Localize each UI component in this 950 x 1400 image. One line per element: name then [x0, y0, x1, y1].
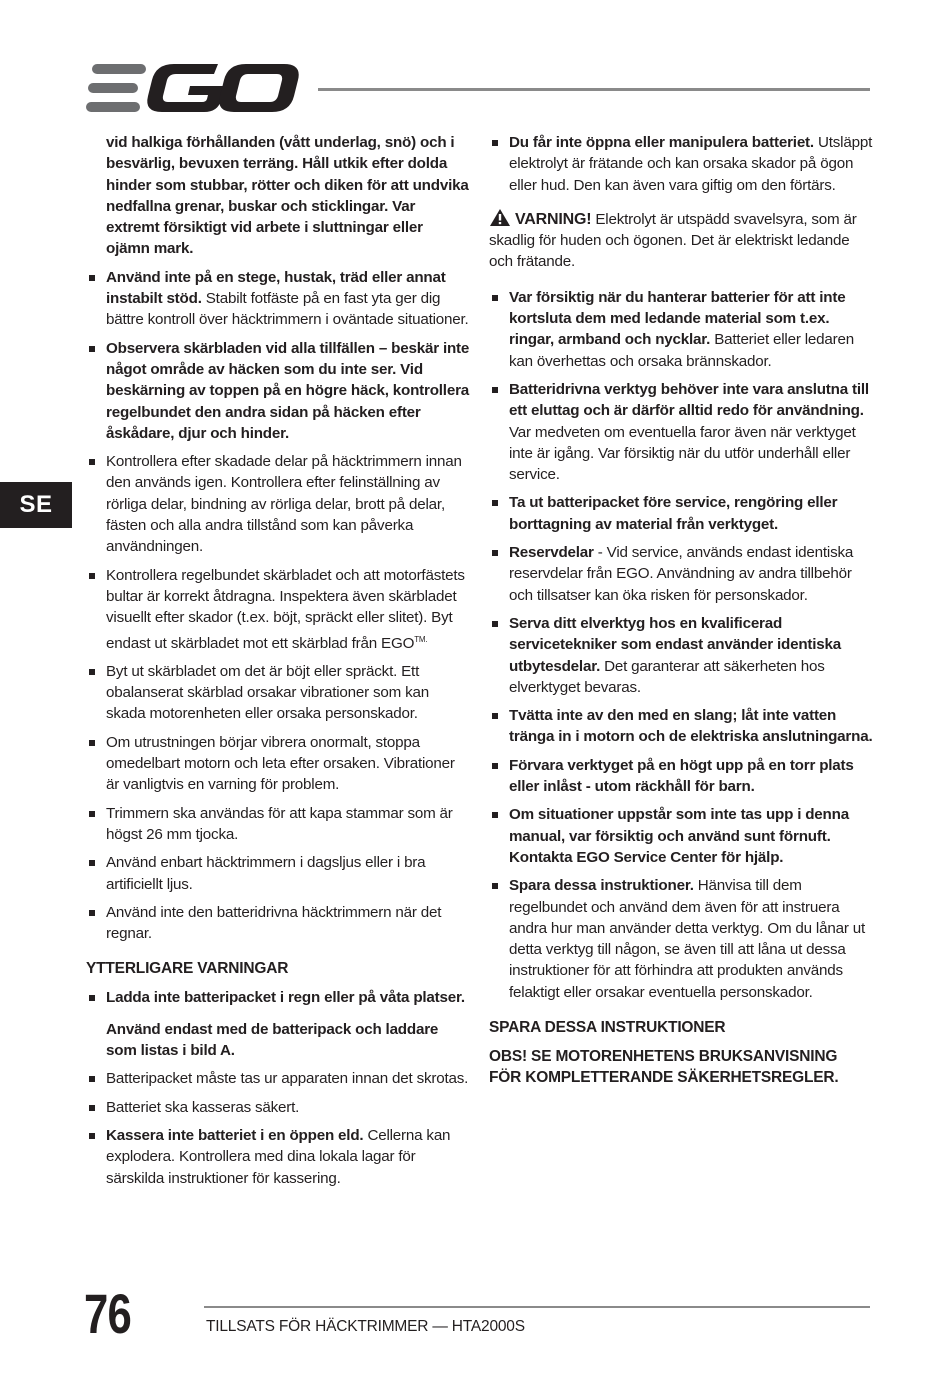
sub-paragraph: Använd endast med de batteripack och laddare som listas i bild A. — [106, 1020, 439, 1060]
list-item: Använd inte på en stege, hustak, träd eller annat instabilt stöd. Stabilt fotfäste på en fast yta ger dig bättre kontroll över häcktrimmern i oväntade situationer. — [86, 267, 470, 331]
list-item: Ta ut batteripacket före service, rengöring eller borttagning av material från verktyget. — [489, 492, 873, 535]
warning-icon — [489, 208, 511, 227]
trademark-sup: TM. — [414, 634, 428, 644]
list-item: Använd inte den batteridrivna häcktrimmern när det regnar. — [86, 902, 470, 945]
list-item: Byt ut skärbladet om det är böjt eller spräckt. Ett obalanserat skärblad orsakar vibrationer som kan skada motorenheten eller orsaka personskador. — [86, 661, 470, 725]
list-item: Reservdelar - Vid service, används endast identiska reservdelar från EGO. Användning av andra tillbehör och tillsatser kan öka risken för personskador. — [489, 542, 873, 606]
right-column — [489, 132, 873, 1096]
page-number: 76 — [84, 1282, 132, 1345]
list-item: Batteridrivna verktyg behöver inte vara anslutna till ett eluttag och är därför alltid redo för användning. Var medveten om eventuella faror även när verktyget inte är igång. Var försiktig när du utför underhåll eller service. — [489, 379, 873, 485]
list-item: Använd enbart häcktrimmern i dagsljus eller i bra artificiellt ljus. — [86, 852, 470, 895]
ego-logo — [86, 62, 300, 114]
list-item: Batteripacket måste tas ur apparaten innan det skrotas. — [86, 1068, 470, 1089]
list-item: Var försiktig när du hanterar batterier för att inte kortsluta dem med ledande material som t.ex. ringar, armband och nycklar. Batteriet eller ledaren kan överhettas och orsaka brännskador. — [489, 287, 873, 372]
footer-rule — [204, 1306, 870, 1308]
list-item: Tvätta inte av den med en slang; låt inte vatten tränga in i motorn och de elektriska anslutningarna. — [489, 705, 873, 748]
header-rule — [318, 88, 870, 91]
list-item: Om situationer uppstår som inte tas upp i denna manual, var försiktig och använd sunt förnuft. Kontakta EGO Service Center för hjälp. — [489, 804, 873, 868]
intro-paragraph: vid halkiga förhållanden (vått underlag, snö) och i besvärlig, bevuxen terräng. Håll utkik efter dolda hinder som stubbar, rötter och diken för att undvika nedfallna grenar, buskar och sticklingar. Var extremt försiktigt vid arbete i sluttningar eller ojämn mark. — [106, 134, 469, 258]
list-item: Spara dessa instruktioner. Hänvisa till dem regelbundet och använd dem även för att instruera andra hur man använder detta verktyg. Om du lånar ut detta verktyg till någon, se även till att låna ut dessa instruktioner för att förhindra att produkten används felaktigt eller orsakar eventuella personskador. — [489, 875, 873, 1003]
list-item: Förvara verktyget på en högt upp på en torr plats eller inlåst - utom räckhåll för barn. — [489, 755, 873, 798]
list-item: Kontrollera regelbundet skärbladet och att motorfästets bultar är korrekt åtdragna. Inspektera även skärbladet visuellt efter skador (t.ex. böjt, spräckt eller slitet). Byt endast ut skärbladet mot ett skärblad från $EGO^{TM.}$ — [86, 565, 470, 654]
note-heading: OBS! SE MOTORENHETENS BRUKSANVISNING FÖR KOMPLETTERANDE SÄKERHETSREGLER. — [489, 1047, 839, 1086]
warning-label: VARNING! — [515, 210, 592, 228]
list-item: Serva ditt elverktyg hos en kvalificerad servicetekniker som endast använder identiska utbytesdelar. Det garanterar att säkerheten hos elverktyget bevaras. — [489, 613, 873, 698]
list-item: Kassera inte batteriet i en öppen eld. Cellerna kan explodera. Kontrollera med dina lokala lagar för särskilda instruktioner för kassering. — [86, 1125, 470, 1189]
footer-title: TILLSATS FÖR HÄCKTRIMMER — HTA2000S — [206, 1318, 525, 1335]
list-item: Om utrustningen börjar vibrera onormalt, stoppa omedelbart motorn och leta efter orsaken. Vibrationer är vanligtvis en varning för problem. — [86, 732, 470, 796]
language-tab: SE — [0, 482, 72, 528]
warning-text: Elektrolyt är utspädd svavelsyra, som är skadlig för huden och ögonen. Det är elektriskt ledande och frätande. — [489, 210, 857, 271]
list-item: Kontrollera efter skadade delar på häcktrimmern innan den används igen. Kontrollera efter felinställning av rörliga delar, bindning av rörliga delar, brott på delar, fästen och alla andra tillstånd som kan påverka användningen. — [86, 451, 470, 557]
save-heading: SPARA DESSA INSTRUKTIONER — [489, 1018, 726, 1036]
warning-paragraph — [489, 208, 873, 273]
list-item: Ladda inte batteripacket i regn eller på våta platser. — [86, 987, 470, 1008]
left-column — [86, 132, 470, 1196]
list-item: Du får inte öppna eller manipulera batteriet. Utsläppt elektrolyt är frätande och kan orsaka skador på ögon eller hud. Den kan även vara giftig om den förtärs. — [489, 132, 873, 196]
list-item: Trimmern ska användas för att kapa stammar som är högst 26 mm tjocka. — [86, 803, 470, 846]
list-item: Observera skärbladen vid alla tillfällen – beskär inte något område av häcken som du inte ser. Vid beskärning av toppen på en högre häck, kontrollera regelbundet den andra sidan på häcken efter åskådare, djur och hinder. — [86, 338, 470, 444]
list-item: Batteriet ska kasseras säkert. — [86, 1097, 470, 1118]
section-heading: YTTERLIGARE VARNINGAR — [86, 960, 289, 978]
